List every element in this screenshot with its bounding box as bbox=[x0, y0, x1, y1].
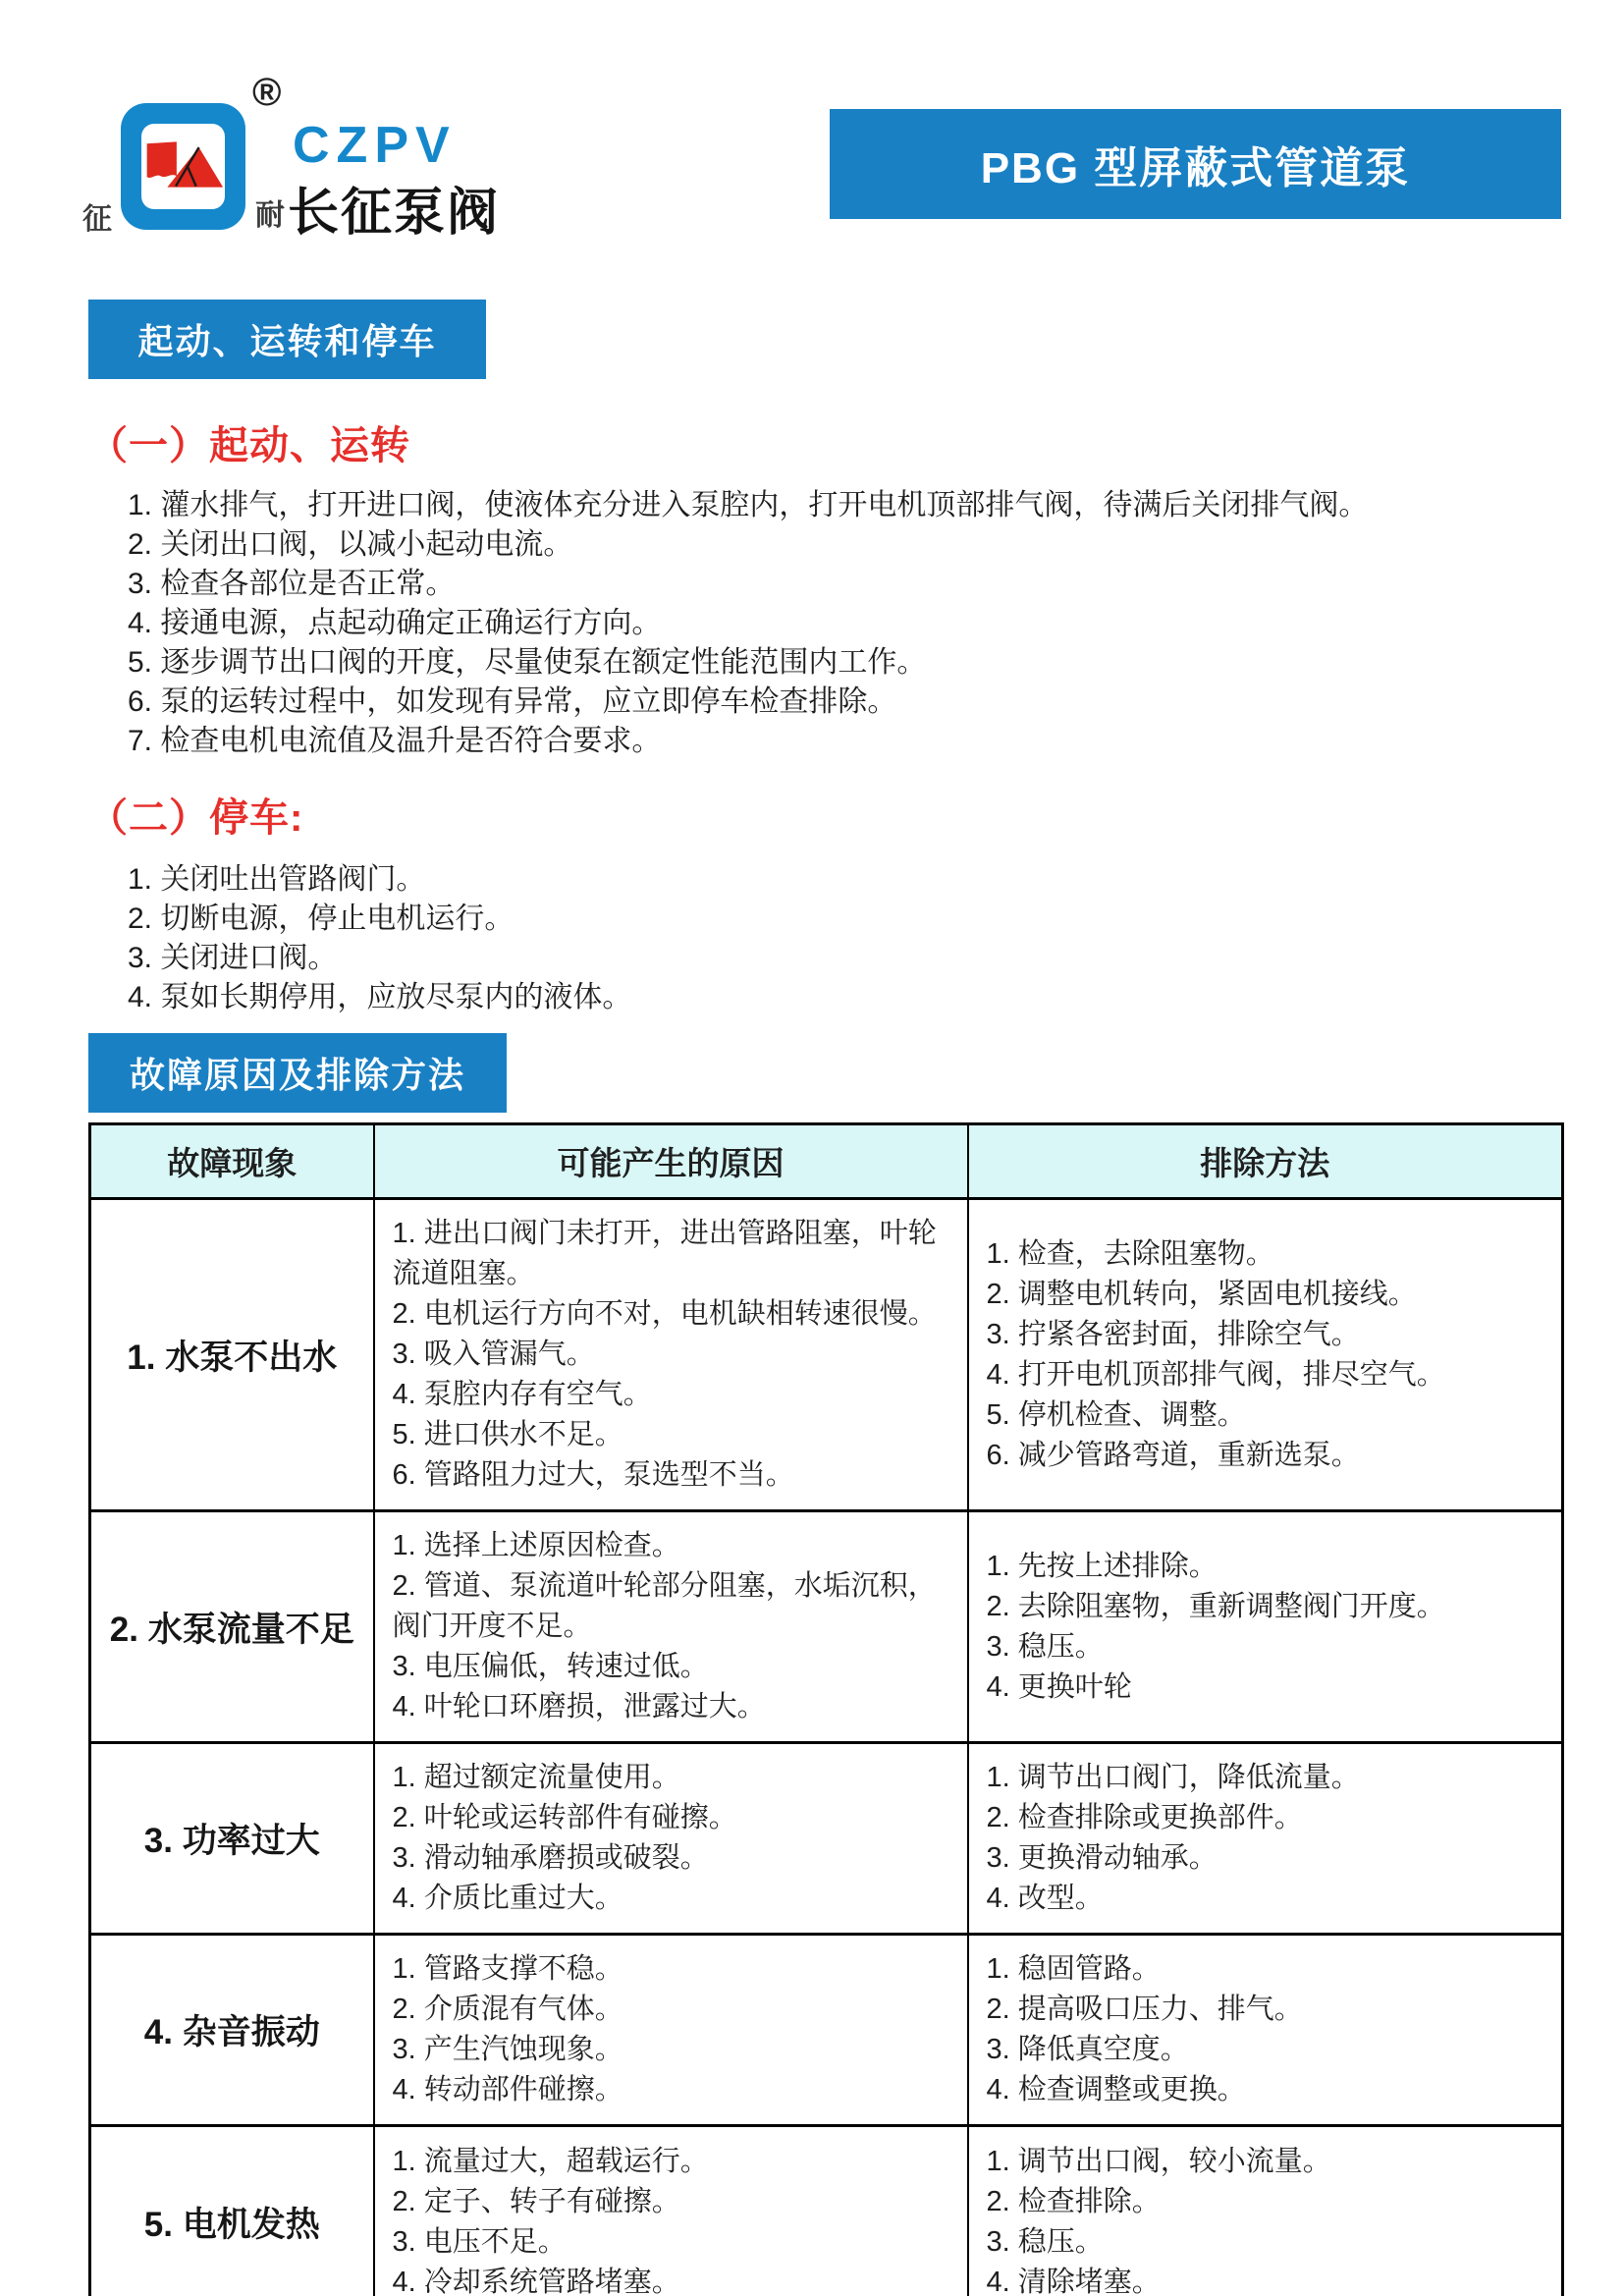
cell-line: 4. 检查调整或更换。 bbox=[986, 2074, 1246, 2105]
phenomenon-cell: 1. 水泵不出水 bbox=[90, 1199, 374, 1511]
cell-line: 1. 选择上述原因检查。 bbox=[392, 1530, 680, 1561]
heading-start-run: （一）起动、运转 bbox=[88, 424, 410, 467]
stop-list bbox=[128, 860, 1561, 1017]
cell-line: 2. 检查排除或更换部件。 bbox=[986, 1802, 1303, 1833]
list-item: 6. 泵的运转过程中，如发现有异常，应立即停车检查排除。 bbox=[128, 685, 897, 718]
list-item: 7. 检查电机电流值及温升是否符合要求。 bbox=[128, 725, 662, 757]
header bbox=[82, 57, 1561, 242]
heading-stop: （二）停车: bbox=[88, 796, 304, 840]
causes-cell bbox=[374, 1199, 968, 1511]
table-row bbox=[90, 1199, 1563, 1511]
cell-line: 4. 改型。 bbox=[986, 1883, 1104, 1914]
causes-cell bbox=[374, 1743, 968, 1935]
cell-line: 4. 介质比重过大。 bbox=[392, 1883, 623, 1914]
logo-acronym: CZPV bbox=[293, 117, 457, 174]
causes-cell bbox=[374, 2126, 968, 2296]
phenomenon-cell: 3. 功率过大 bbox=[90, 1743, 374, 1935]
cell-line: 2. 去除阻塞物，重新调整阀门开度。 bbox=[986, 1590, 1445, 1622]
product-title-banner: PBG 型屏蔽式管道泵 bbox=[830, 109, 1561, 219]
cell-line: 3. 稳压。 bbox=[986, 2225, 1104, 2258]
cell-line: 4. 更换叶轮 bbox=[986, 1670, 1132, 1703]
list-item: 3. 检查各部位是否正常。 bbox=[128, 568, 456, 600]
remedies-cell bbox=[968, 2126, 1563, 2296]
table-row bbox=[90, 1935, 1563, 2126]
phenomenon-cell: 2. 水泵流量不足 bbox=[90, 1511, 374, 1743]
list-item: 3. 关闭进口阀。 bbox=[128, 942, 338, 974]
cell-line: 1. 超过额定流量使用。 bbox=[392, 1762, 680, 1793]
cell-line: 2. 叶轮或运转部件有碰擦。 bbox=[392, 1802, 737, 1833]
logo-mark-inner bbox=[141, 124, 225, 209]
column-header-causes: 可能产生的原因 bbox=[374, 1124, 968, 1199]
cell-line: 3. 电压偏低，转速过低。 bbox=[392, 1651, 709, 1682]
cell-line: 4. 叶轮口环磨损，泄露过大。 bbox=[392, 1691, 766, 1722]
table-row bbox=[90, 1511, 1563, 1743]
cell-line: 3. 滑动轴承磨损或破裂。 bbox=[392, 1842, 709, 1874]
remedies-cell bbox=[968, 1511, 1563, 1743]
cell-line: 4. 清除堵塞。 bbox=[986, 2266, 1161, 2296]
cell-line: 2. 介质混有气体。 bbox=[392, 1994, 623, 2025]
company-logo bbox=[82, 57, 638, 242]
cell-line: 3. 稳压。 bbox=[986, 1630, 1104, 1663]
table-row bbox=[90, 2126, 1563, 2296]
cell-line: 4. 打开电机顶部排气阀，排尽空气。 bbox=[986, 1358, 1445, 1391]
cell-line: 3. 拧紧各密封面，排除空气。 bbox=[986, 1318, 1360, 1350]
start-run-list bbox=[128, 486, 1561, 761]
cell-line: 3. 更换滑动轴承。 bbox=[986, 1842, 1218, 1874]
cell-line: 1. 流量过大，超载运行。 bbox=[392, 2145, 709, 2177]
cell-line: 4. 转动部件碰擦。 bbox=[392, 2074, 623, 2105]
causes-cell bbox=[374, 1935, 968, 2126]
cell-line: 3. 产生汽蚀现象。 bbox=[392, 2034, 623, 2065]
cell-line: 4. 泵腔内存有空气。 bbox=[392, 1379, 652, 1410]
table-row bbox=[90, 1743, 1563, 1935]
phenomenon-cell: 5. 电机发热 bbox=[90, 2126, 374, 2296]
cell-line: 1. 检查，去除阻塞物。 bbox=[986, 1237, 1274, 1270]
remedies-cell bbox=[968, 1199, 1563, 1511]
causes-cell bbox=[374, 1511, 968, 1743]
cell-line: 2. 提高吸口压力、排气。 bbox=[986, 1994, 1303, 2025]
fault-table bbox=[88, 1122, 1564, 2296]
cell-line: 6. 减少管路弯道，重新选泵。 bbox=[986, 1439, 1360, 1471]
list-item: 4. 泵如长期停用，应放尽泵内的液体。 bbox=[128, 981, 632, 1013]
cell-line: 2. 管道、泵流道叶轮部分阻塞，水垢沉积，阀门开度不足。 bbox=[392, 1570, 937, 1642]
list-item: 5. 逐步调节出口阀的开度，尽量使泵在额定性能范围内工作。 bbox=[128, 646, 927, 679]
cell-line: 4. 冷却系统管路堵塞。 bbox=[392, 2266, 680, 2296]
logo-brand-name: 长征泵阀 bbox=[288, 185, 501, 242]
logo-mark-frame bbox=[121, 103, 245, 230]
cell-line: 1. 管路支撑不稳。 bbox=[392, 1953, 623, 1985]
cell-line: 3. 降低真空度。 bbox=[986, 2034, 1189, 2065]
column-header-remedies: 排除方法 bbox=[968, 1124, 1563, 1199]
registered-trademark-icon: ® bbox=[252, 71, 282, 114]
list-item: 1. 关闭吐出管路阀门。 bbox=[128, 863, 426, 896]
cell-line: 2. 电机运行方向不对，电机缺相转速很慢。 bbox=[392, 1298, 937, 1330]
cell-line: 1. 稳固管路。 bbox=[986, 1953, 1161, 1985]
cell-line: 3. 电压不足。 bbox=[392, 2225, 567, 2258]
section-bar-troubleshooting: 故障原因及排除方法 bbox=[88, 1033, 507, 1113]
fault-table-body bbox=[90, 1199, 1563, 2296]
logo-stamp-left-character: 征 bbox=[82, 203, 112, 236]
cell-line: 1. 调节出口阀门，降低流量。 bbox=[986, 1762, 1360, 1793]
cell-line: 2. 检查排除。 bbox=[986, 2185, 1161, 2217]
list-item: 2. 切断电源，停止电机运行。 bbox=[128, 902, 514, 935]
flag-mountain-icon bbox=[141, 136, 225, 194]
cell-line: 5. 进口供水不足。 bbox=[392, 1419, 623, 1450]
list-item: 4. 接通电源，点起动确定正确运行方向。 bbox=[128, 607, 662, 639]
list-item: 1. 灌水排气，打开进口阀，使液体充分进入泵腔内，打开电机顶部排气阀，待满后关闭排气阀。 bbox=[128, 489, 1369, 521]
remedies-cell bbox=[968, 1743, 1563, 1935]
remedies-cell bbox=[968, 1935, 1563, 2126]
column-header-phenomenon: 故障现象 bbox=[90, 1124, 374, 1199]
cell-line: 5. 停机检查、调整。 bbox=[986, 1398, 1246, 1431]
cell-line: 6. 管路阻力过大，泵选型不当。 bbox=[392, 1459, 794, 1491]
cell-line: 1. 调节出口阀，较小流量。 bbox=[986, 2145, 1331, 2177]
cell-line: 3. 吸入管漏气。 bbox=[392, 1339, 595, 1370]
fault-table-header-row bbox=[90, 1124, 1563, 1199]
phenomenon-cell: 4. 杂音振动 bbox=[90, 1935, 374, 2126]
list-item: 2. 关闭出口阀，以减小起动电流。 bbox=[128, 528, 573, 561]
logo-stamp-right-character: 耐 bbox=[255, 199, 285, 232]
fault-table-head bbox=[90, 1124, 1563, 1199]
cell-line: 1. 先按上述排除。 bbox=[986, 1550, 1218, 1582]
cell-line: 2. 定子、转子有碰擦。 bbox=[392, 2185, 680, 2217]
cell-line: 2. 调整电机转向，紧固电机接线。 bbox=[986, 1278, 1417, 1310]
section-bar-operation: 起动、运转和停车 bbox=[88, 300, 486, 379]
cell-line: 1. 进出口阀门未打开，进出管路阻塞，叶轮流道阻塞。 bbox=[392, 1218, 937, 1289]
